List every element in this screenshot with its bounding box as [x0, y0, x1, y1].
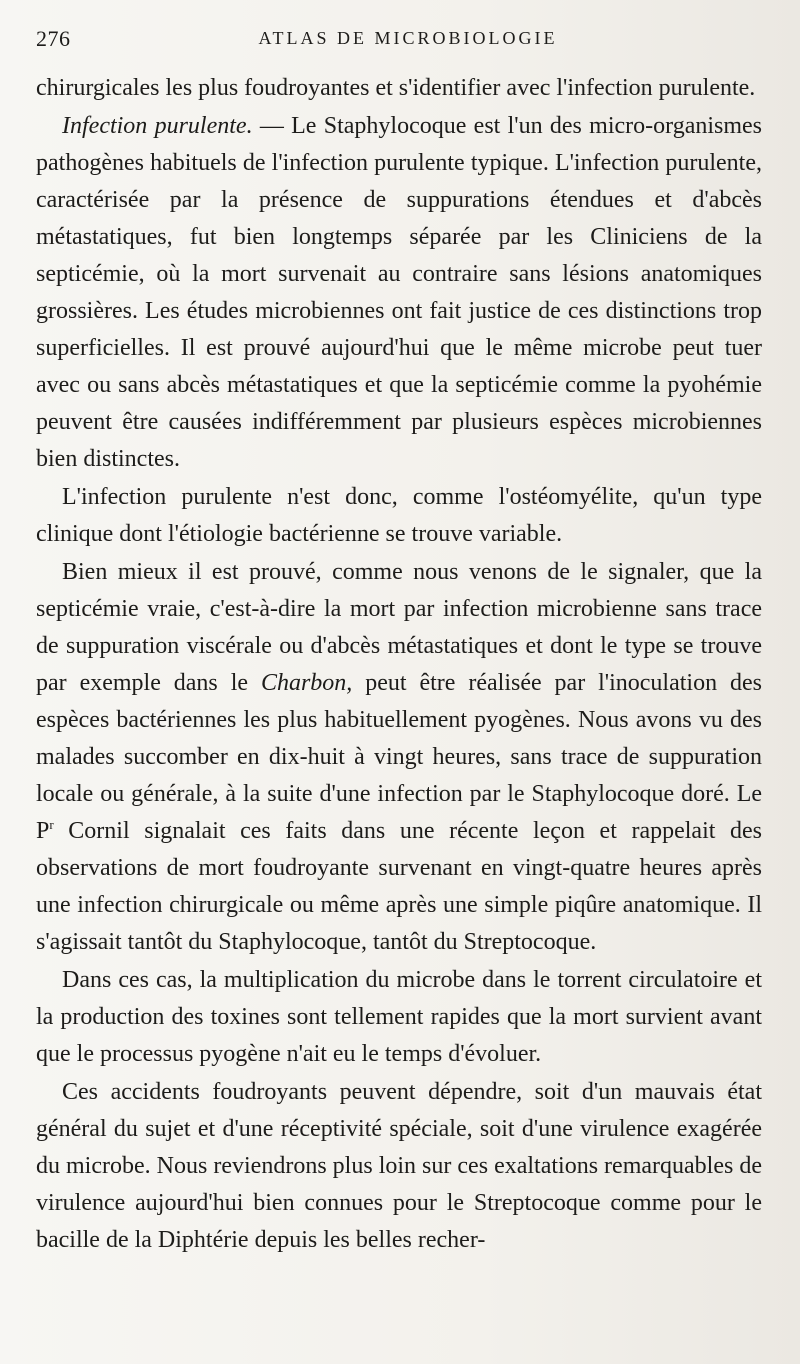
paragraph-osteomyelite — [36, 479, 762, 553]
section-lead-heading: Infection purulente. — [62, 113, 253, 139]
paragraph-accidents-foudroyants — [36, 1074, 762, 1259]
paragraph-text: chirurgicales les plus foudroyantes et s'identifier avec l'infection purulente. — [36, 75, 756, 101]
paragraph-text: Cornil signalait ces faits dans une récente leçon et rappelait des observations de mort foudroyante survenant en vingt-quatre heures après une infection chirurgicale ou même après une simple piqûre anatomique. Il s'agissait tantôt du Staphylocoque, tantôt du Streptocoque. — [36, 818, 762, 955]
paragraph-continued — [36, 70, 762, 107]
italic-term-charbon: Charbon, — [260, 670, 353, 696]
superscript-r: r — [49, 817, 54, 832]
page-number: 276 — [36, 26, 71, 51]
paragraph-septicemie — [36, 554, 762, 961]
paragraph-text: — Le Staphylocoque est l'un des micro-organismes pathogènes habituels de l'infection purulente typique. L'infection purulente, caractérisée par la présence de suppurations étendues et d'abcès métastatiques, fut bien longtemps séparée par les Cliniciens de la septicémie, où la mort survenait au contraire sans lésions anatomiques grossières. Les études microbiennes ont fait justice de ces distinctions trop superficielles. Il est prouvé aujourd'hui que le même microbe peut tuer avec ou sans abcès métastatiques et que la septicémie comme la pyohémie peuvent être causées indifféremment par plusieurs espèces microbiennes bien distinctes. — [36, 113, 763, 472]
paragraph-text: Bien mieux il est prouvé, comme nous venons de le signaler, que la septicémie vraie, c'est-à-dire la mort par infection microbienne sans trace de suppuration viscérale ou d'abcès métastatiques et dont le type se trouve par exemple dans le — [36, 559, 762, 696]
running-title: ATLAS DE MICROBIOLOGIE — [258, 28, 558, 48]
page-header — [36, 26, 740, 56]
paragraph-infection-purulente — [36, 108, 762, 478]
paragraph-text: L'infection purulente n'est donc, comme l'ostéomyélite, qu'un type clinique dont l'étiologie bactérienne se trouve variable. — [36, 484, 762, 547]
paragraph-text: peut être réalisée par l'inoculation des espèces bactériennes les plus habituellement pyogènes. Nous avons vu des malades succomber en dix-huit à vingt heures, sans trace de suppuration locale ou générale, à la suite d'une infection par le Staphylocoque doré. Le P — [36, 670, 762, 844]
paragraph-torrent-circulatoire — [36, 962, 762, 1073]
body-text — [36, 70, 762, 1259]
paragraph-text: Dans ces cas, la multiplication du microbe dans le torrent circulatoire et la production des toxines sont tellement rapides que la mort survient avant que le processus pyogène n'ait eu le temps d'évoluer. — [36, 967, 762, 1067]
paragraph-text: Ces accidents foudroyants peuvent dépendre, soit d'un mauvais état général du sujet et d'une réceptivité spéciale, soit d'une virulence exagérée du microbe. Nous reviendrons plus loin sur ces exaltations remarquables de virulence aujourd'hui bien connues pour le Streptocoque comme pour le bacille de la Diphtérie depuis les belles recher- — [36, 1079, 762, 1253]
